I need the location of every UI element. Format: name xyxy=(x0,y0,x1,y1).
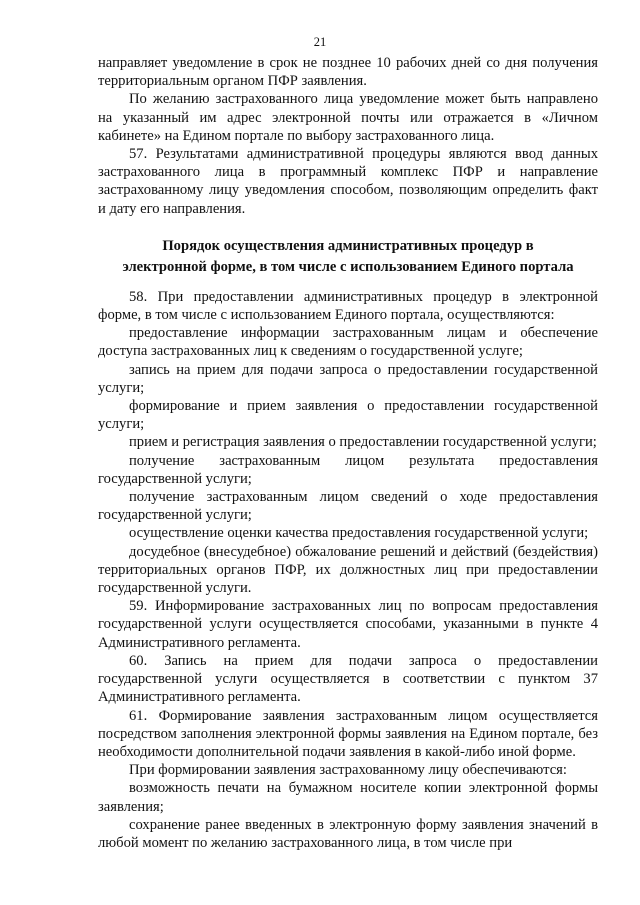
paragraph-form-provisions: При формировании заявления застрахованному лицу обеспечиваются: xyxy=(129,762,567,779)
list-item: запись на прием для подачи запроса о предоставлении государственной услуги; xyxy=(98,361,598,396)
section-heading-line-2: электронной форме, в том числе с использованием Единого портала xyxy=(122,258,574,275)
list-item: досудебное (внесудебное) обжалование решений и действий (бездействия) территориальных органов ПФР, их должностных лиц при предоставлении государственной услуги. xyxy=(98,543,598,597)
paragraph-continuation: направляет уведомление в срок не позднее 10 рабочих дней со дня получения территориальным органом ПФР заявления. xyxy=(98,55,598,90)
paragraph-notification-email: По желанию застрахованного лица уведомление может быть направлено на указанный им адрес электронной почты или отражается в «Личном кабинете» на Едином портале по выбору застрахованного лица. xyxy=(98,91,598,144)
list-item: сохранение ранее введенных в электронную форму заявления значений в любой момент по желанию застрахованного лица, в том числе при xyxy=(98,816,598,851)
list-item: получение застрахованным лицом сведений о ходе предоставления государственной услуги; xyxy=(98,489,598,524)
list-item: формирование и прием заявления о предоставлении государственной услуги; xyxy=(98,398,598,433)
page-number: 21 xyxy=(313,35,327,49)
paragraph-61: 61. Формирование заявления застрахованным лицом осуществляется посредством заполнения электронной формы заявления на Едином портале, без необходимости дополнительной подачи заявления в какой-либо иной форме. xyxy=(98,707,598,760)
list-item: предоставление информации застрахованным лицам и обеспечение доступа застрахованных лиц к сведениям о государственной услуге; xyxy=(98,325,598,360)
paragraph-59: 59. Информирование застрахованных лиц по вопросам предоставления государственной услуги осуществляется способами, указанными в пункте 4 Административного регламента. xyxy=(98,598,598,651)
list-item: прием и регистрация заявления о предоставлении государственной услуги; xyxy=(129,434,597,451)
paragraph-57: 57. Результатами административной процедуры являются ввод данных застрахованного лица в программный комплекс ПФР и направление застрахованному лицу уведомления способом, позволяющим определить факт и дату его направления. xyxy=(98,146,598,217)
list-item: возможность печати на бумажном носителе копии электронной формы заявления; xyxy=(98,780,598,815)
paragraph-58: 58. При предоставлении административных процедур в электронной форме, в том числе с использованием Единого портала, осуществляются: xyxy=(98,288,598,324)
list-item: осуществление оценки качества предоставления государственной услуги; xyxy=(129,525,589,542)
section-heading-line-1: Порядок осуществления административных процедур в xyxy=(162,237,534,254)
document-body xyxy=(98,54,598,852)
paragraph-60: 60. Запись на прием для подачи запроса о предоставлении государственной услуги осуществляется в соответствии с пунктом 37 Административного регламента. xyxy=(98,652,598,706)
list-item: получение застрахованным лицом результата предоставления государственной услуги; xyxy=(98,452,598,487)
section-heading xyxy=(98,236,598,278)
